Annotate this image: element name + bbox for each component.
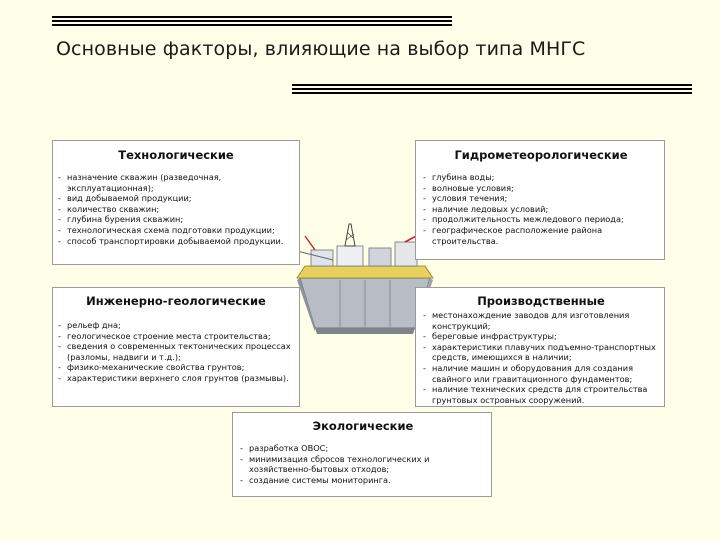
page-title: Основные факторы, влияющие на выбор типа МНГС xyxy=(56,38,586,60)
production-factors-box xyxy=(415,287,665,407)
list-item: - наличие ледовых условий; xyxy=(422,204,660,215)
list-item: - минимизация сбросов технологических и хозяйственно-бытовых отходов; xyxy=(239,454,487,475)
list-item: - геологическое строение места строительства; xyxy=(57,331,295,342)
list-item: - географическое расположение района строительства. xyxy=(422,225,660,246)
list-item: - волновые условия; xyxy=(422,183,660,194)
technological-factors-list xyxy=(57,172,295,246)
top-decorative-rule xyxy=(52,16,452,28)
hydrometeorological-factors-box xyxy=(415,140,665,260)
list-item: - сведения о современных тектонических процессах (разломы, надвиги и т.д.); xyxy=(57,341,295,362)
technological-factors-box xyxy=(52,140,300,265)
hydrometeorological-factors-title: Гидрометеорологические xyxy=(454,148,628,162)
bottom-decorative-rule xyxy=(292,84,692,96)
list-item: - разработка ОВОС; xyxy=(239,443,487,454)
list-item: - вид добываемой продукции; xyxy=(57,193,295,204)
list-item: - создание системы мониторинга. xyxy=(239,475,487,486)
engineering-geological-factors-title: Инженерно-геологические xyxy=(86,294,266,308)
technological-factors-title: Технологические xyxy=(118,148,234,162)
list-item: - продолжительность межледового периода; xyxy=(422,214,660,225)
list-item: - условия течения; xyxy=(422,193,660,204)
engineering-geological-factors-list xyxy=(57,320,295,384)
list-item: - глубина воды; xyxy=(422,172,660,183)
ecological-factors-box xyxy=(232,412,492,497)
list-item: - количество скважин; xyxy=(57,204,295,215)
production-factors-list xyxy=(422,310,660,405)
hydrometeorological-factors-list xyxy=(422,172,660,246)
list-item: - назначение скважин (разведочная, эксплуатационная); xyxy=(57,172,295,193)
list-item: - наличие технических средств для строительства грунтовых островных сооружений. xyxy=(422,384,660,405)
list-item: - наличие машин и оборудования для создания свайного или гравитационного фундаментов; xyxy=(422,363,660,384)
list-item: - местонахождение заводов для изготовления конструкций; xyxy=(422,310,660,331)
list-item: - способ транспортировки добываемой продукции. xyxy=(57,236,295,247)
production-factors-title: Производственные xyxy=(477,294,605,308)
engineering-geological-factors-box xyxy=(52,287,300,407)
ecological-factors-list xyxy=(239,443,487,485)
list-item: - береговые инфраструктуры; xyxy=(422,331,660,342)
list-item: - физико-механические свойства грунтов; xyxy=(57,362,295,373)
ecological-factors-title: Экологические xyxy=(312,419,414,433)
list-item: - технологическая схема подготовки продукции; xyxy=(57,225,295,236)
list-item: - характеристики плавучих подъемно-транспортных средств, имеющихся в наличии; xyxy=(422,342,660,363)
list-item: - рельеф дна; xyxy=(57,320,295,331)
list-item: - глубина бурения скважин; xyxy=(57,214,295,225)
list-item: - характеристики верхнего слоя грунтов (размывы). xyxy=(57,373,295,384)
